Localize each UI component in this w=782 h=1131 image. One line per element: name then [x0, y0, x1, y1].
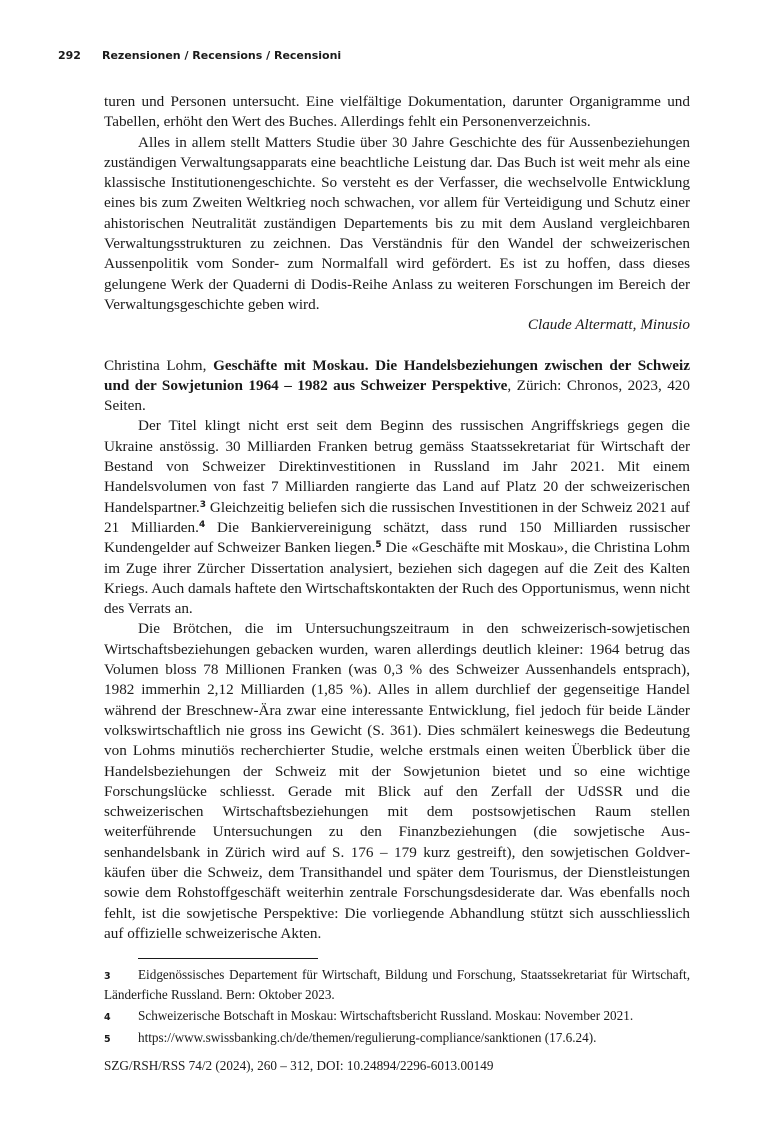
- footnote-number: 4: [104, 1011, 111, 1023]
- review1-paragraph-1: turen und Personen untersucht. Eine vielfältige Dokumentation, darunter Organigramme und Tabellen, erhöht den Wert des Buches. Allerdings fehlt ein Personenverzeichnis.: [104, 93, 690, 131]
- footnote-number: 5: [104, 1034, 111, 1046]
- footnotes: [104, 966, 690, 1050]
- running-title: Rezensionen / Recensions / Recensioni: [102, 49, 342, 62]
- footnote-number: 3: [104, 971, 111, 982]
- footnote-ref-3[interactable]: 3: [199, 499, 206, 510]
- footnote-3: [104, 966, 690, 1005]
- review2-paragraph-1-part-a: Der Titel klingt nicht erst seit dem Beginn des russischen Angriffskriegs gegen die Ukraine anstössig. 30 Milliarden Franken betrug gemäss Staatssekretariat für Wirtschaft der Bestand von Schweizer Direktinvestitionen in Russland im Jahr 2021. Mit einem Handelsvolumen von fast 7 Milliarden rangierte das Land auf Platz 20 der schweizerischen Handelspartner.: [104, 417, 690, 516]
- main-text: [104, 92, 690, 944]
- review2-author: Christina Lohm,: [104, 356, 207, 374]
- footnote-ref-4[interactable]: 4: [198, 519, 206, 530]
- footnote-5: [104, 1029, 690, 1049]
- review1-signature: Claude Altermatt, Minusio: [527, 316, 690, 334]
- journal-citation-footer: SZG/RSH/RSS 74/2 (2024), 260 – 312, DOI: 10.24894/2296-6013.00149: [104, 1058, 494, 1073]
- footnote-link[interactable]: https://www.swissbanking.ch/de/themen/regulierung-compliance/sanktionen (17.6.24).: [138, 1030, 597, 1046]
- review2-paragraph-1-part-c: Die Bankiervereinigung schätzt, dass rund 150 Milliarden russischer Kundengelder auf Schweizer Banken liegen.: [104, 518, 690, 557]
- review2-paragraph-1: [104, 416, 690, 619]
- review2-publication: , Zürich: Chronos, 2023, 420 Seiten.: [104, 376, 690, 415]
- review1-paragraph-2: Alles in allem stellt Matters Studie über 30 Jahre Geschichte des für Aussenbeziehungen zuständigen Verwaltungsapparats eine beachtliche Leistung dar. Das Buch ist weit mehr als eine klassische Institutionengeschichte. So versteht es der Verfasser, die wechselvolle Entwicklung eines bis zum Zweiten Weltkrieg noch schwachen, vor allem für Verteidigung und Schutz einer ahistorischen Neutralität zuständigen Departements bis zu mit dem Ausland vergleichbaren Verwaltungsstrukturen zu zeichnen. Das Verständnis für den Wandel der schweizerischen Aussenpolitik vom Sonder- zum Normalfall wird gefördert. Es ist zu hoffen, dass dieses gelungene Werk der Quaderni di Dodis-Reihe Anlass zu weiteren Forschungen im Bereich der Verwaltungsgeschichte geben wird.: [104, 133, 690, 313]
- review2-heading: [104, 356, 690, 417]
- footnote-4: [104, 1007, 690, 1027]
- footnote-text: Schweizerische Botschaft in Moskau: Wirtschaftsbericht Russland. Moskau: November 2021.: [138, 1007, 634, 1023]
- review2-paragraph-2: Die Brötchen, die im Untersuchungszeitraum in den schweizerisch-sowjetischen Wirtschaftsbeziehungen gebacken wurden, waren allerdings deutlich kleiner: 1964 betrug das Volumen bloss 78 Millionen Franken (was 0,3 % des Schweizer Aussenhandels entsprach), 1982 immerhin 2,12 Milliarden (1,85 %). Alles in allem durchlief der gegenseitige Handel während der Breschnew-Ära zwar eine interessante Entwicklung, fiel jedoch für beide Länder volkswirtschaftlich nie gross ins Gewicht (S. 361). Dies schmälert keineswegs die Bedeutung von Lohms minutiös recherchierter Studie, welche erstmals einen weiten Überblick über die Handelsbeziehungen der Schweiz mit der Sowjetunion bietet und so eine wichtige Forschungslücke schliesst. Gerade mit Blick auf den Zerfall der UdSSR und die schweizerischen Wirtschaftsbeziehungen mit dem postsowjetischen Raum stellen weiterführende Untersuchungen zu den Finanzbeziehungen (die sowjetische Aussenhandelsbank in Zürich wird auf S. 176 – 179 kurz gestreift), den sowjetischen Goldverkäufen über die Schweiz, dem Transithandel und später dem Tourismus, der Dienstleistungen sowie dem Rohstoffgeschäft weiterhin zentrale Forschungsdesiderate dar. Was ebenfalls noch fehlt, ist die sowjetische Perspektive: Die vorliegende Abhandlung stützt sich ausschliesslich auf offizielle schweizerische Akten.: [104, 620, 690, 942]
- footnote-text: Eidgenössisches Departement für Wirtschaft, Bildung und Forschung, Staatssekretariat für Wirtschaft, Länderfiche Russland. Bern: Oktober 2023.: [104, 967, 690, 1003]
- review2-paragraph-1-part-b: Gleichzeitig beliefen sich die russischen Investitionen in der Schweiz 2021 auf 21 Milliarden.: [104, 498, 690, 536]
- review2-book-title: Geschäfte mit Moskau. Die Handelsbeziehungen zwischen der Schweiz und der Sowjetunion 1964 – 1982 aus Schweizer Perspektive: [104, 356, 691, 394]
- footnote-separator: [138, 958, 318, 959]
- review2-paragraph-1-part-d: Die «Geschäfte mit Moskau», die Christina Lohm im Zuge ihrer Zürcher Dissertation analysiert, beziehen sich dagegen auf die Zeit des Kalten Kriegs. Auch damals haftete den Wirtschaftskontakten der Ruch des Opportunismus, wenn nicht des Verrats an.: [104, 539, 690, 618]
- page-number: 292: [58, 49, 81, 62]
- running-header: [58, 49, 698, 69]
- footnote-ref-5[interactable]: 5: [375, 540, 382, 551]
